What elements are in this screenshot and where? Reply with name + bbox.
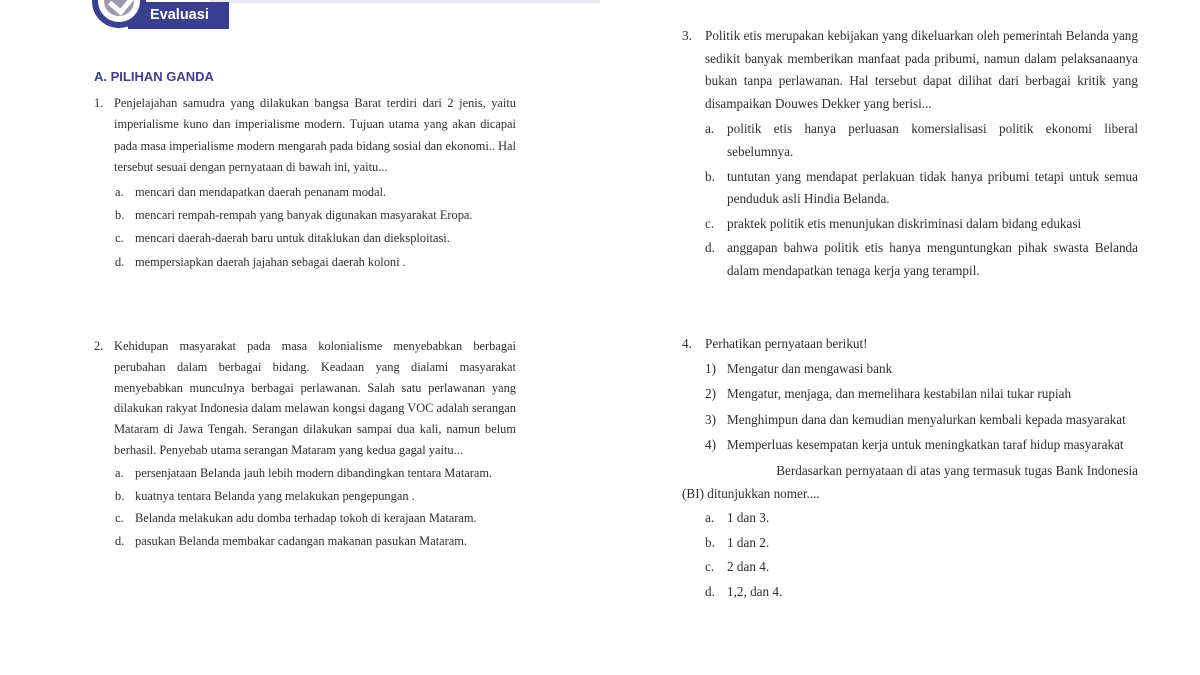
- option-label: c.: [705, 215, 715, 231]
- option-label: a.: [115, 184, 124, 199]
- question-number: 3.: [682, 28, 692, 43]
- option-label: a.: [115, 465, 124, 480]
- option-label: c.: [115, 231, 124, 246]
- statement-item: [705, 358, 1138, 381]
- option-text: tuntutan yang mendapat perlakuan tidak hanya pribumi tetapi untuk semua penduduk asli Hindia Belanda.: [727, 168, 1138, 207]
- answer-option[interactable]: [705, 532, 1138, 555]
- section-tab: Evaluasi: [128, 2, 229, 29]
- question-prompt: Berdasarkan pernyataan di atas yang termasuk tugas Bank Indonesia: [776, 462, 1138, 478]
- statement-text: Mengatur dan mengawasi bank: [727, 360, 893, 376]
- statement-label: 3): [705, 411, 716, 427]
- question-1: [94, 93, 516, 273]
- top-rule: [210, 0, 600, 3]
- statement-text: Menghimpun dana dan kemudian menyalurkan kembali kepada masyarakat: [727, 411, 1126, 427]
- option-text: kuatnya tentara Belanda yang melakukan pengepungan .: [135, 488, 415, 503]
- question-stem: Penjelajahan samudra yang dilakukan bangsa Barat terdiri dari 2 jenis, yaitu imperialisme kuno dan imperialisme modern. Tujuan utama yang akan dicapai pada masa imperialisme modern mengarah pada bidang sosial dan ekonomi.. Hal tersebut sesuai dengan pernyataan di bawah ini, yaitu...: [114, 96, 516, 175]
- option-label: a.: [705, 121, 715, 137]
- statement-text: Memperluas kesempatan kerja untuk meningkatkan taraf hidup masyarakat: [727, 437, 1124, 453]
- checkmark-icon: [104, 0, 134, 16]
- option-text: mencari daerah-daerah baru untuk ditaklukan dan dieksploitasi.: [135, 231, 450, 246]
- answer-option[interactable]: [115, 182, 516, 203]
- statement-item: [705, 434, 1138, 457]
- option-text: anggapan bahwa politik etis hanya menguntungkan pihak swasta Belanda dalam mendapatkan tenaga kerja yang terampil.: [727, 240, 1138, 278]
- option-text: 1 dan 3.: [727, 510, 770, 526]
- statement-label: 4): [705, 437, 716, 453]
- statement-label: 2): [705, 386, 716, 402]
- question-3: [682, 25, 1138, 283]
- answer-option[interactable]: [115, 486, 516, 507]
- answer-option[interactable]: [115, 228, 516, 249]
- option-label: a.: [705, 510, 715, 526]
- answer-option[interactable]: [705, 507, 1138, 530]
- statement-text: Mengatur, menjaga, dan memelihara kestabilan nilai tukar rupiah: [727, 386, 1072, 402]
- answer-option[interactable]: [705, 213, 1138, 236]
- option-text: persenjataan Belanda jauh lebih modern dibandingkan tentara Mataram.: [135, 465, 493, 480]
- option-text: mencari rempah-rempah yang banyak digunakan masyarakat Eropa.: [135, 208, 473, 223]
- option-text: mempersiapkan daerah jajahan sebagai daerah koloni .: [135, 254, 406, 269]
- answer-option[interactable]: [705, 556, 1138, 579]
- statement-item: [705, 383, 1138, 406]
- question-2: [94, 336, 516, 552]
- question-prompt-continued: (BI) ditunjukkan nomer....: [682, 485, 820, 501]
- answer-option[interactable]: [115, 205, 516, 226]
- option-label: b.: [705, 168, 715, 184]
- answer-option[interactable]: [705, 166, 1138, 211]
- option-text: 1 dan 2.: [727, 534, 770, 550]
- option-text: pasukan Belanda membakar cadangan makanan pasukan Mataram.: [135, 534, 467, 549]
- option-text: Belanda melakukan adu domba terhadap tokoh di kerajaan Mataram.: [135, 511, 477, 526]
- question-number: 1.: [94, 96, 104, 110]
- question-stem: Politik etis merupakan kebijakan yang dikeluarkan oleh pemerintah Belanda yang sedikit banyak memberikan manfaat pada pribumi, namun dalam pelaksanaanya bukan tanpa perlawanan. Hal tersebut dapat dilihat dari berbagai kritik yang disampaikan Douwes Dekker yang berisi...: [705, 28, 1138, 111]
- question-stem: Perhatikan pernyataan berikut!: [705, 336, 868, 351]
- section-heading: A. PILIHAN GANDA: [94, 69, 214, 84]
- answer-option[interactable]: [115, 463, 516, 484]
- option-text: praktek politik etis menunjukan diskriminasi dalam bidang edukasi: [727, 215, 1082, 231]
- option-label: b.: [705, 534, 715, 550]
- question-number: 2.: [94, 339, 104, 353]
- option-label: c.: [115, 511, 124, 526]
- answer-option[interactable]: [115, 508, 516, 529]
- option-label: b.: [115, 208, 125, 223]
- option-label: d.: [705, 583, 715, 599]
- question-stem: Kehidupan masyarakat pada masa kolonialisme menyebabkan berbagai perubahan dalam berbagai bidang. Keadaan yang dialami masyarakat menyebabkan munculnya berbagai perlawanan. Salah satu perlawanan yang dilakukan rakyat Indonesia dalam melawan kongsi dagang VOC adalah serangan Mataram di Jawa Tengah. Serangan dilakukan sampai dua kali, namun belum berhasil. Penyebab utama serangan Mataram yang kedua gagal yaitu...: [114, 339, 516, 457]
- option-label: c.: [705, 559, 715, 575]
- option-label: b.: [115, 488, 125, 503]
- option-label: d.: [115, 534, 125, 549]
- question-4: [682, 333, 1138, 604]
- option-text: mencari dan mendapatkan daerah penanam modal.: [135, 184, 387, 199]
- option-text: 2 dan 4.: [727, 559, 770, 575]
- answer-option[interactable]: [115, 252, 516, 273]
- option-text: 1,2, dan 4.: [727, 583, 783, 599]
- answer-option[interactable]: [705, 118, 1138, 163]
- option-text: politik etis hanya perluasan komersialisasi politik ekonomi liberal sebelumnya.: [727, 121, 1138, 159]
- answer-option[interactable]: [115, 531, 516, 552]
- option-label: d.: [115, 254, 125, 269]
- statement-label: 1): [705, 360, 716, 376]
- option-label: d.: [705, 240, 715, 256]
- statement-item: [705, 409, 1138, 432]
- question-number: 4.: [682, 336, 692, 351]
- answer-option[interactable]: [705, 237, 1138, 282]
- answer-option[interactable]: [705, 581, 1138, 604]
